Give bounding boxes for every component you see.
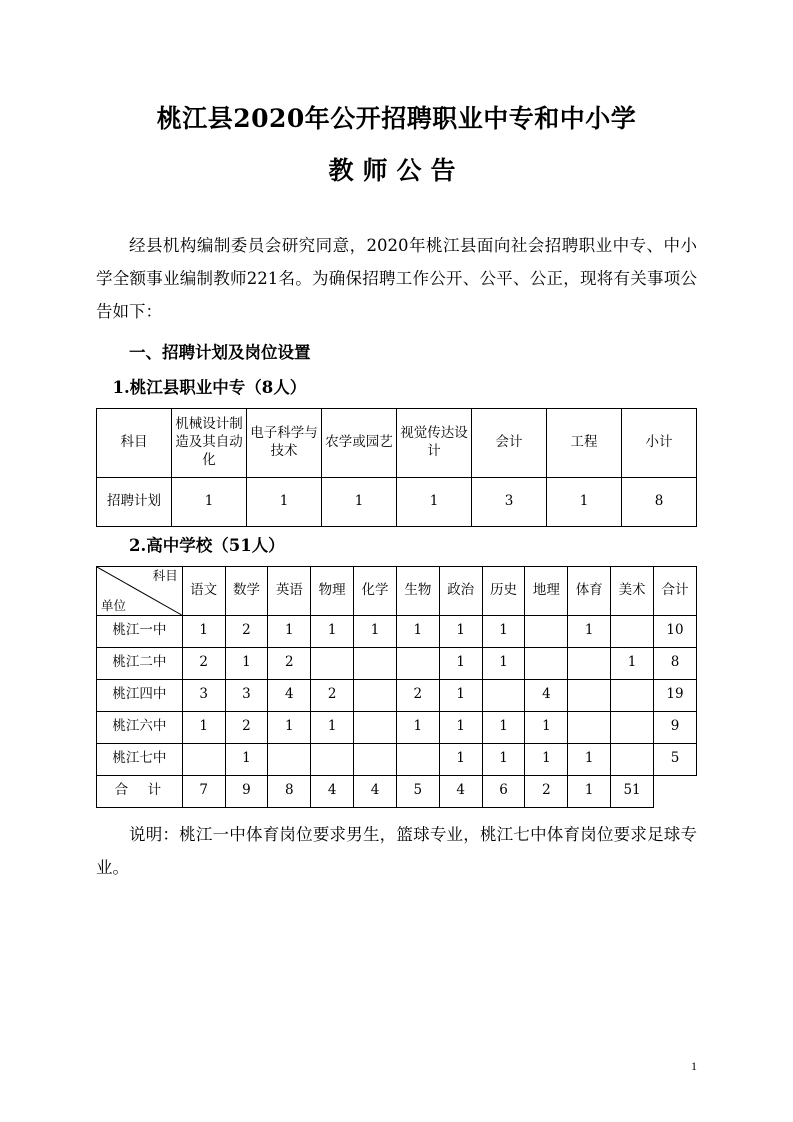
table-cell: 1 xyxy=(439,615,482,647)
table-cell: 1 xyxy=(568,615,611,647)
high-school-table xyxy=(96,566,697,808)
table-row xyxy=(97,408,697,477)
table-total-cell: 6 xyxy=(482,775,525,807)
table-cell: 2 xyxy=(225,615,268,647)
column-label: 生物 xyxy=(404,581,432,598)
table-row xyxy=(97,711,697,743)
table-cell: 1 xyxy=(322,477,397,526)
table-header-cell xyxy=(311,566,354,615)
table-cell: 1 xyxy=(225,743,268,775)
intro-paragraph: 经县机构编制委员会研究同意，2020年桃江县面向社会招聘职业中专、中小学全额事业编制教师221名。为确保招聘工作公开、公平、公正，现将有关事项公告如下： xyxy=(96,235,697,321)
table-cell: 8 xyxy=(622,477,697,526)
table-cell: 10 xyxy=(653,615,696,647)
table-total-label: 合 计 xyxy=(97,775,183,807)
table-row xyxy=(97,615,697,647)
table-header-cell xyxy=(439,566,482,615)
table-cell xyxy=(611,679,654,711)
table-header-cell xyxy=(225,566,268,615)
table-note: 说明：桃江一中体育岗位要求男生，篮球专业，桃江七中体育岗位要求足球专业。 xyxy=(96,824,697,877)
table-header-cell: 农学或园艺 xyxy=(322,408,397,477)
table-cell: 1 xyxy=(311,615,354,647)
table-header-cell: 会计 xyxy=(472,408,547,477)
table-row-label: 桃江七中 xyxy=(97,743,183,775)
table-header-cell: 小计 xyxy=(622,408,697,477)
column-label: 英语 xyxy=(275,581,303,598)
table-cell: 1 xyxy=(482,615,525,647)
table-header-cell xyxy=(482,566,525,615)
table-cell: 2 xyxy=(396,679,439,711)
table-cell: 3 xyxy=(225,679,268,711)
column-label: 语文 xyxy=(190,581,218,598)
table-header-cell xyxy=(568,566,611,615)
table-cell: 9 xyxy=(653,711,696,743)
table-cell xyxy=(611,615,654,647)
table-cell: 1 xyxy=(568,743,611,775)
table-header-cell xyxy=(354,566,397,615)
table-cell: 2 xyxy=(182,647,225,679)
table-cell: 1 xyxy=(268,711,311,743)
table-row xyxy=(97,647,697,679)
table-header-cell xyxy=(268,566,311,615)
table-row-label: 桃江六中 xyxy=(97,711,183,743)
table-cell xyxy=(354,679,397,711)
table-total-cell: 5 xyxy=(396,775,439,807)
table-corner-cell xyxy=(97,566,183,615)
table-cell: 5 xyxy=(653,743,696,775)
table-cell: 2 xyxy=(225,711,268,743)
vocational-school-table xyxy=(96,408,697,527)
table-total-cell: 7 xyxy=(182,775,225,807)
corner-label-bottom: 单位 xyxy=(101,598,127,613)
table-cell: 1 xyxy=(182,711,225,743)
table-cell: 1 xyxy=(439,679,482,711)
table-row xyxy=(97,775,697,807)
table-cell xyxy=(568,711,611,743)
table-cell: 1 xyxy=(439,743,482,775)
table-header-cell: 电子科学与技术 xyxy=(247,408,322,477)
table-total-cell: 4 xyxy=(311,775,354,807)
table-cell: 1 xyxy=(172,477,247,526)
table-cell: 1 xyxy=(182,615,225,647)
table-cell: 1 xyxy=(482,743,525,775)
column-label: 化学 xyxy=(361,581,389,598)
table-cell: 1 xyxy=(311,711,354,743)
table-cell xyxy=(182,743,225,775)
table-cell: 1 xyxy=(225,647,268,679)
table-cell: 4 xyxy=(268,679,311,711)
table-row xyxy=(97,743,697,775)
table-cell xyxy=(396,743,439,775)
table-cell: 4 xyxy=(525,679,568,711)
table-cell: 1 xyxy=(439,711,482,743)
page-number: 1 xyxy=(691,1059,697,1073)
corner-label-top: 科目 xyxy=(152,567,178,583)
table-header-cell xyxy=(182,566,225,615)
table-row-label: 桃江二中 xyxy=(97,647,183,679)
table-row xyxy=(97,477,697,526)
table-cell: 1 xyxy=(396,615,439,647)
table-cell: 3 xyxy=(182,679,225,711)
table-cell: 1 xyxy=(396,711,439,743)
table-cell: 1 xyxy=(525,743,568,775)
table-cell xyxy=(525,615,568,647)
column-label: 合计 xyxy=(661,581,689,598)
table-cell: 2 xyxy=(268,647,311,679)
table-cell: 1 xyxy=(482,711,525,743)
table-cell xyxy=(611,743,654,775)
table-cell xyxy=(311,743,354,775)
table-cell xyxy=(482,679,525,711)
table-cell xyxy=(568,679,611,711)
table-total-cell: 51 xyxy=(611,775,654,807)
subsection-heading-2: 2.高中学校（51人） xyxy=(129,535,285,555)
table-cell xyxy=(354,647,397,679)
table-cell xyxy=(568,647,611,679)
table-cell: 1 xyxy=(611,647,654,679)
table-total-cell: 4 xyxy=(439,775,482,807)
table-cell: 8 xyxy=(653,647,696,679)
table-cell xyxy=(354,743,397,775)
table-header-cell: 机械设计制造及其自动化 xyxy=(172,408,247,477)
table-header-cell xyxy=(525,566,568,615)
table-cell xyxy=(525,647,568,679)
table-cell: 1 xyxy=(482,647,525,679)
table-cell: 3 xyxy=(472,477,547,526)
table-header-cell: 视觉传达设计 xyxy=(397,408,472,477)
table-cell: 1 xyxy=(547,477,622,526)
table-row xyxy=(97,566,697,615)
table-total-cell: 9 xyxy=(225,775,268,807)
table-cell: 1 xyxy=(247,477,322,526)
page-title-line2: 教师公告 xyxy=(328,155,465,185)
table-cell xyxy=(396,647,439,679)
table-total-cell: 4 xyxy=(354,775,397,807)
table-row-label: 桃江四中 xyxy=(97,679,183,711)
page-title-line1: 桃江县2020年公开招聘职业中专和中小学 xyxy=(156,104,637,133)
table-cell xyxy=(354,711,397,743)
table-cell: 1 xyxy=(268,615,311,647)
column-label: 数学 xyxy=(232,581,260,598)
table-cell: 2 xyxy=(311,679,354,711)
table-cell: 1 xyxy=(397,477,472,526)
table-cell: 1 xyxy=(439,647,482,679)
column-label: 体育 xyxy=(575,581,603,598)
column-label: 地理 xyxy=(532,581,560,598)
table-cell: 19 xyxy=(653,679,696,711)
table-cell xyxy=(268,743,311,775)
table-header-cell: 科目 xyxy=(97,408,172,477)
section-heading-1: 一、招聘计划及岗位设置 xyxy=(129,342,311,362)
column-label: 美术 xyxy=(618,581,646,598)
table-cell: 1 xyxy=(354,615,397,647)
table-total-cell: 8 xyxy=(268,775,311,807)
table-header-cell xyxy=(653,566,696,615)
table-header-cell xyxy=(611,566,654,615)
table-row-label: 桃江一中 xyxy=(97,615,183,647)
table-total-cell: 1 xyxy=(568,775,611,807)
subsection-heading-1: 1.桃江县职业中专（8人） xyxy=(112,377,307,397)
table-row-label: 招聘计划 xyxy=(97,477,172,526)
column-label: 政治 xyxy=(447,581,475,598)
table-cell xyxy=(611,711,654,743)
table-row xyxy=(97,679,697,711)
table-header-cell xyxy=(396,566,439,615)
table-header-cell: 工程 xyxy=(547,408,622,477)
table-total-cell: 2 xyxy=(525,775,568,807)
column-label: 物理 xyxy=(318,581,346,598)
table-cell xyxy=(311,647,354,679)
table-cell: 1 xyxy=(525,711,568,743)
column-label: 历史 xyxy=(490,581,518,598)
